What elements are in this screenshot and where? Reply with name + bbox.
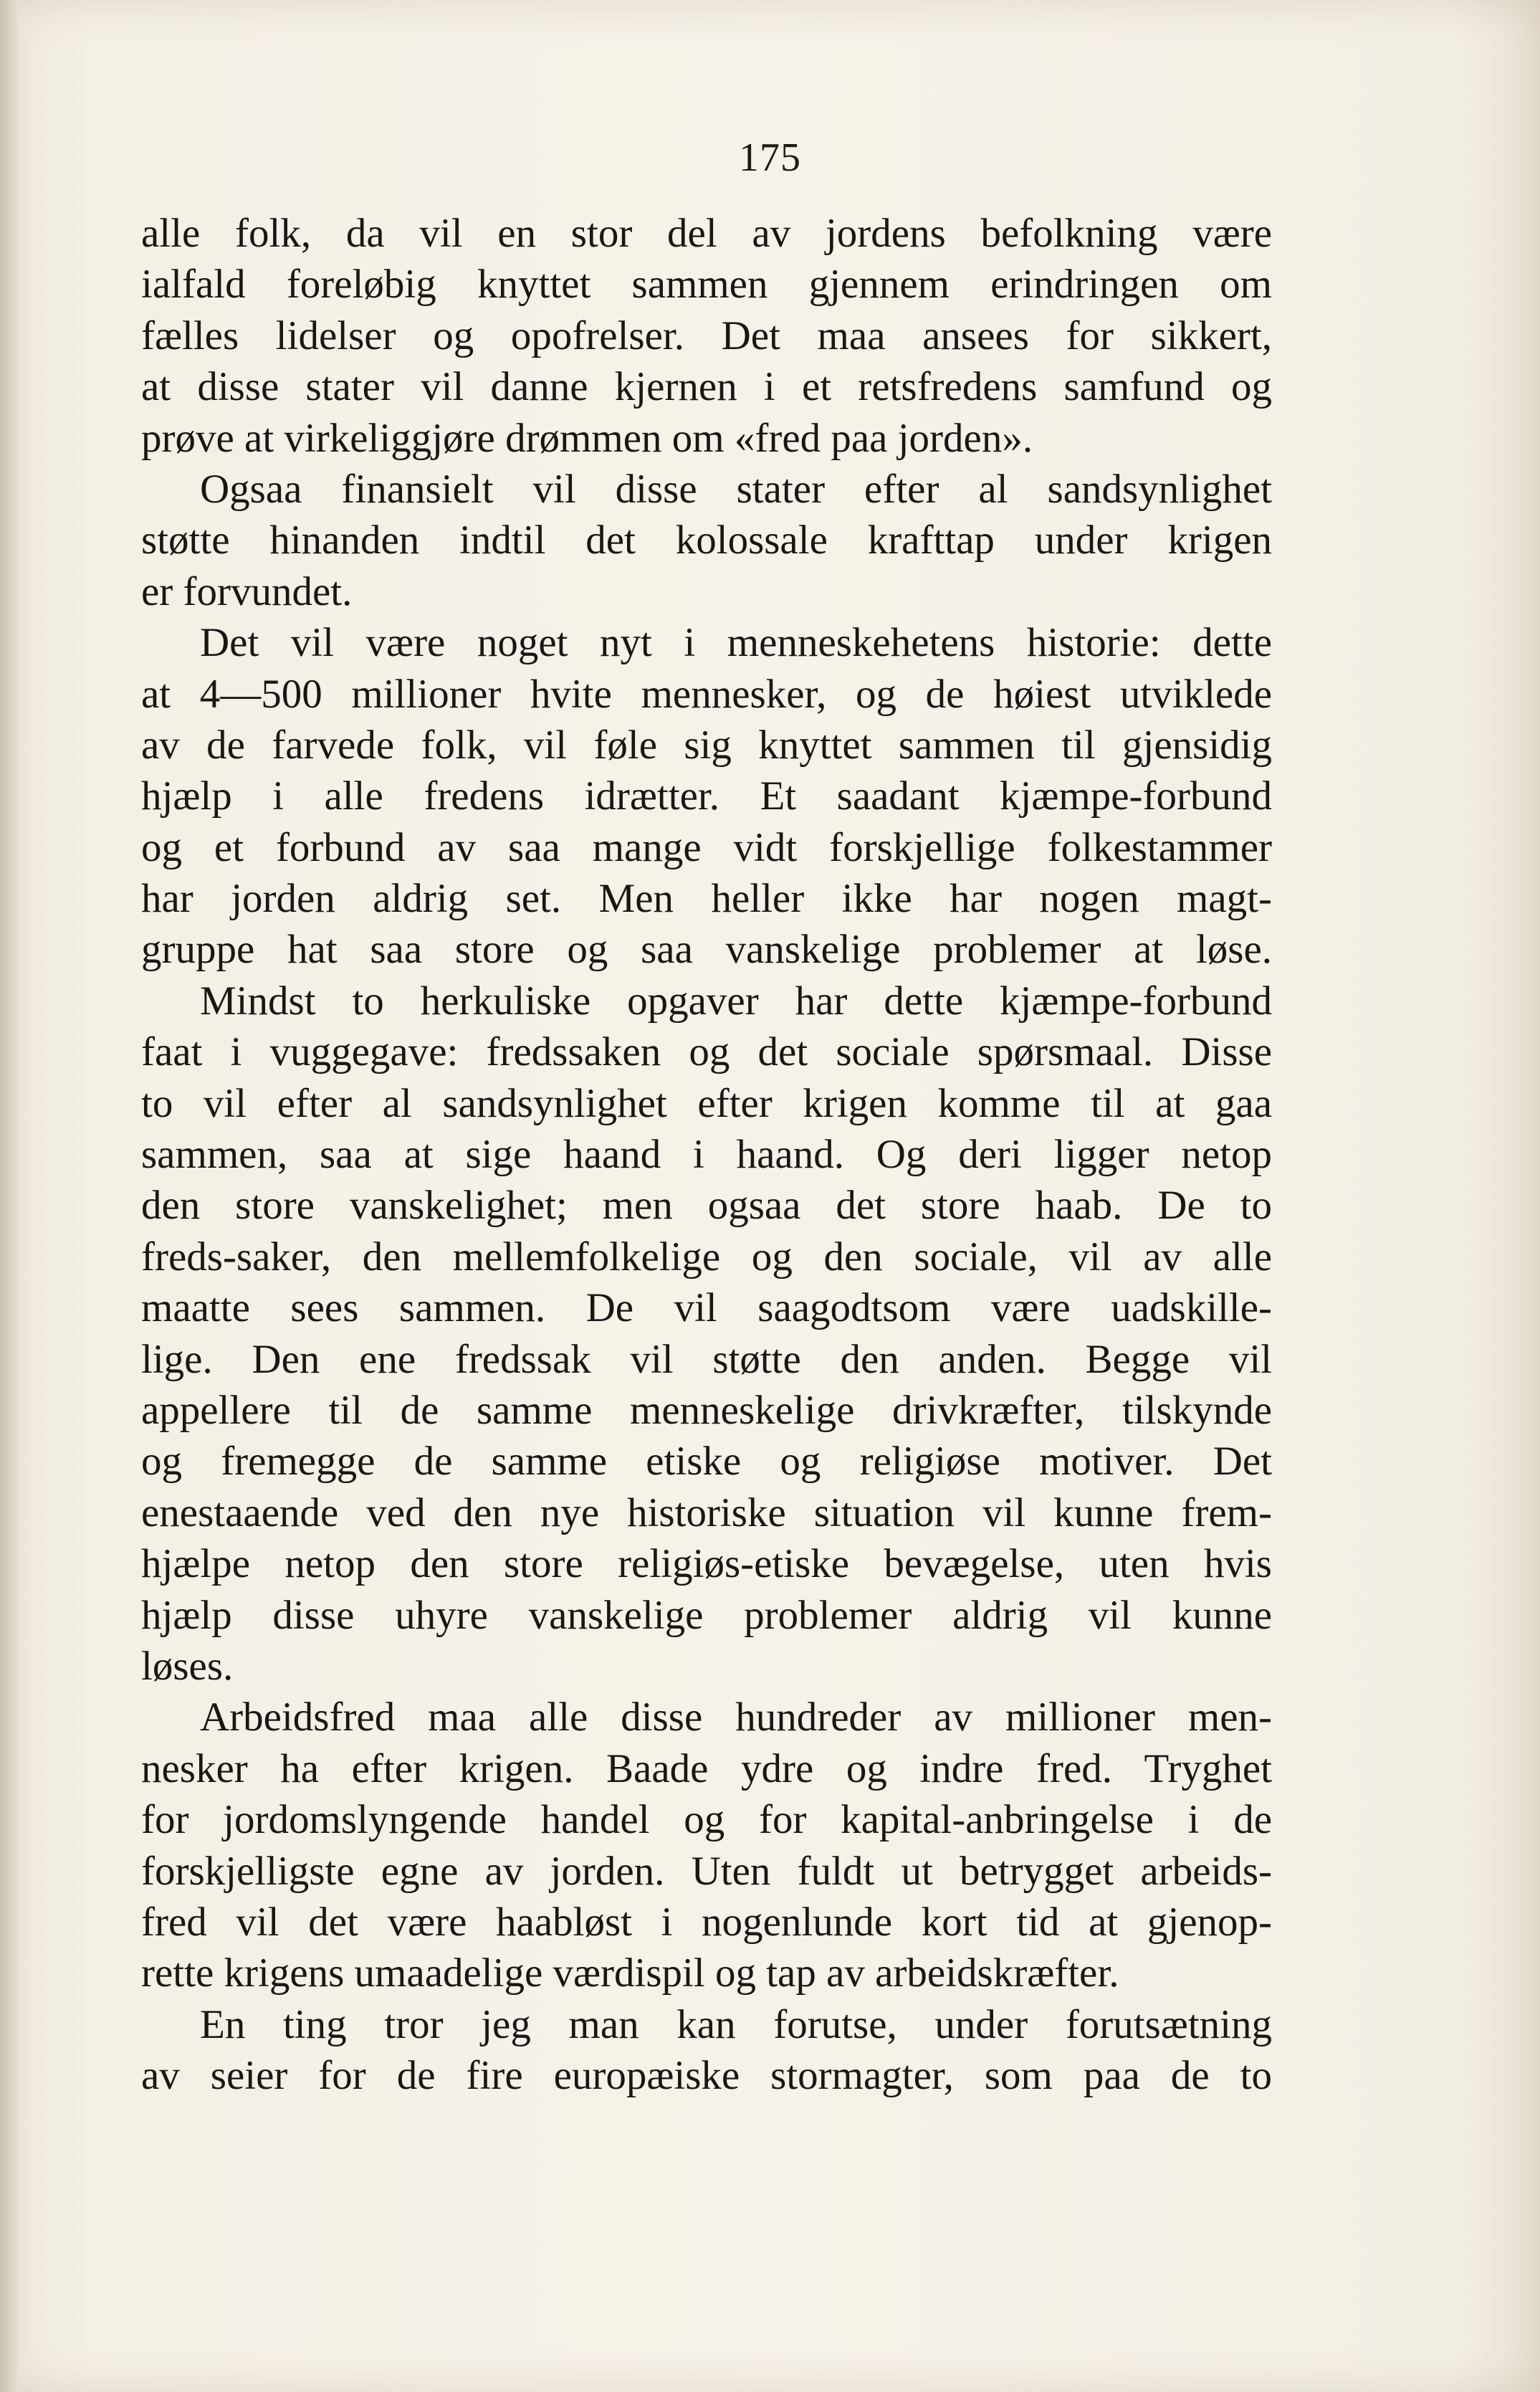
text-line: den store vanskelighet; men ogsaa det store haab. De to [141, 1183, 1272, 1229]
text-line: maatte sees sammen. De vil saagodtsom være uadskille- [141, 1285, 1272, 1331]
text-line: løses. [141, 1643, 234, 1689]
text-line: at 4—500 millioner hvite mennesker, og de høiest utviklede [141, 671, 1272, 717]
paragraph-3 [141, 617, 1272, 976]
text-line: nesker ha efter krigen. Baade ydre og indre fred. Tryghet [141, 1745, 1272, 1791]
text-line: lige. Den ene fredssak vil støtte den anden. Begge vil [141, 1336, 1272, 1382]
text-line: prøve at virkeliggjøre drømmen om «fred paa jorden». [141, 415, 1033, 461]
text-line: fælles lidelser og opofrelser. Det maa ansees for sikkert, [141, 313, 1272, 358]
text-line: appellere til de samme menneskelige drivkræfter, tilskynde [141, 1387, 1272, 1433]
paragraph-6 [141, 1999, 1272, 2102]
text-line: for jordomslyngende handel og for kapital-anbringelse i de [141, 1797, 1272, 1843]
text-line: enestaaende ved den nye historiske situation vil kunne frem- [141, 1490, 1272, 1535]
text-line: freds-saker, den mellemfolkelige og den sociale, vil av alle [141, 1234, 1272, 1280]
text-line: av de farvede folk, vil føle sig knyttet sammen til gjensidig [141, 722, 1272, 768]
text-line: hjælp disse uhyre vanskelige problemer aldrig vil kunne [141, 1592, 1272, 1638]
text-line: hjælp i alle fredens idrætter. Et saadant kjæmpe-forbund [141, 773, 1272, 819]
text-line: Arbeidsfred maa alle disse hundreder av millioner men- [200, 1695, 1272, 1740]
page-number: 175 [739, 135, 801, 180]
text-line: hjælpe netop den store religiøs-etiske bevægelse, uten hvis [141, 1541, 1272, 1587]
text-line: ialfald foreløbig knyttet sammen gjennem erindringen om [141, 262, 1272, 308]
text-line: av seier for de fire europæiske stormagter, som paa de to [141, 2053, 1272, 2099]
paragraph-4 [141, 976, 1272, 1692]
text-line: er forvundet. [141, 568, 353, 614]
text-line: forskjelligste egne av jorden. Uten fuldt ut betrygget arbeids- [141, 1848, 1272, 1894]
text-line: gruppe hat saa store og saa vanskelige problemer at løse. [141, 927, 1272, 973]
text-line: alle folk, da vil en stor del av jordens befolkning være [141, 211, 1272, 256]
text-line: En ting tror jeg man kan forutse, under forutsætning [200, 2001, 1272, 2047]
text-line: faat i vuggegave: fredssaken og det sociale spørsmaal. Disse [141, 1029, 1272, 1075]
text-line: og et forbund av saa mange vidt forskjellige folkestammer [141, 824, 1272, 870]
text-line: Mindst to herkuliske opgaver har dette kjæmpe-forbund [200, 978, 1272, 1024]
text-line: har jorden aldrig set. Men heller ikke har nogen magt- [141, 876, 1272, 922]
text-line: rette krigens umaadelige værdispil og tap av arbeidskræfter. [141, 1950, 1119, 1996]
text-line: Ogsaa finansielt vil disse stater efter al sandsynlighet [200, 466, 1272, 512]
paragraph-2 [141, 464, 1272, 617]
text-line: at disse stater vil danne kjernen i et retsfredens samfund og [141, 364, 1272, 410]
page-spine-shadow [0, 0, 19, 2392]
text-line: fred vil det være haabløst i nogenlunde kort tid at gjenop- [141, 1899, 1272, 1945]
body-text [141, 208, 1272, 2101]
text-line: sammen, saa at sige haand i haand. Og deri ligger netop [141, 1132, 1272, 1178]
paragraph-5 [141, 1692, 1272, 1998]
text-line: Det vil være noget nyt i menneskehetens historie: dette [200, 620, 1272, 666]
paragraph-1 [141, 208, 1272, 464]
text-line: støtte hinanden indtil det kolossale krafttap under krigen [141, 518, 1272, 563]
text-line: to vil efter al sandsynlighet efter krigen komme til at gaa [141, 1080, 1272, 1126]
text-line: og fremegge de samme etiske og religiøse motiver. Det [141, 1439, 1272, 1485]
